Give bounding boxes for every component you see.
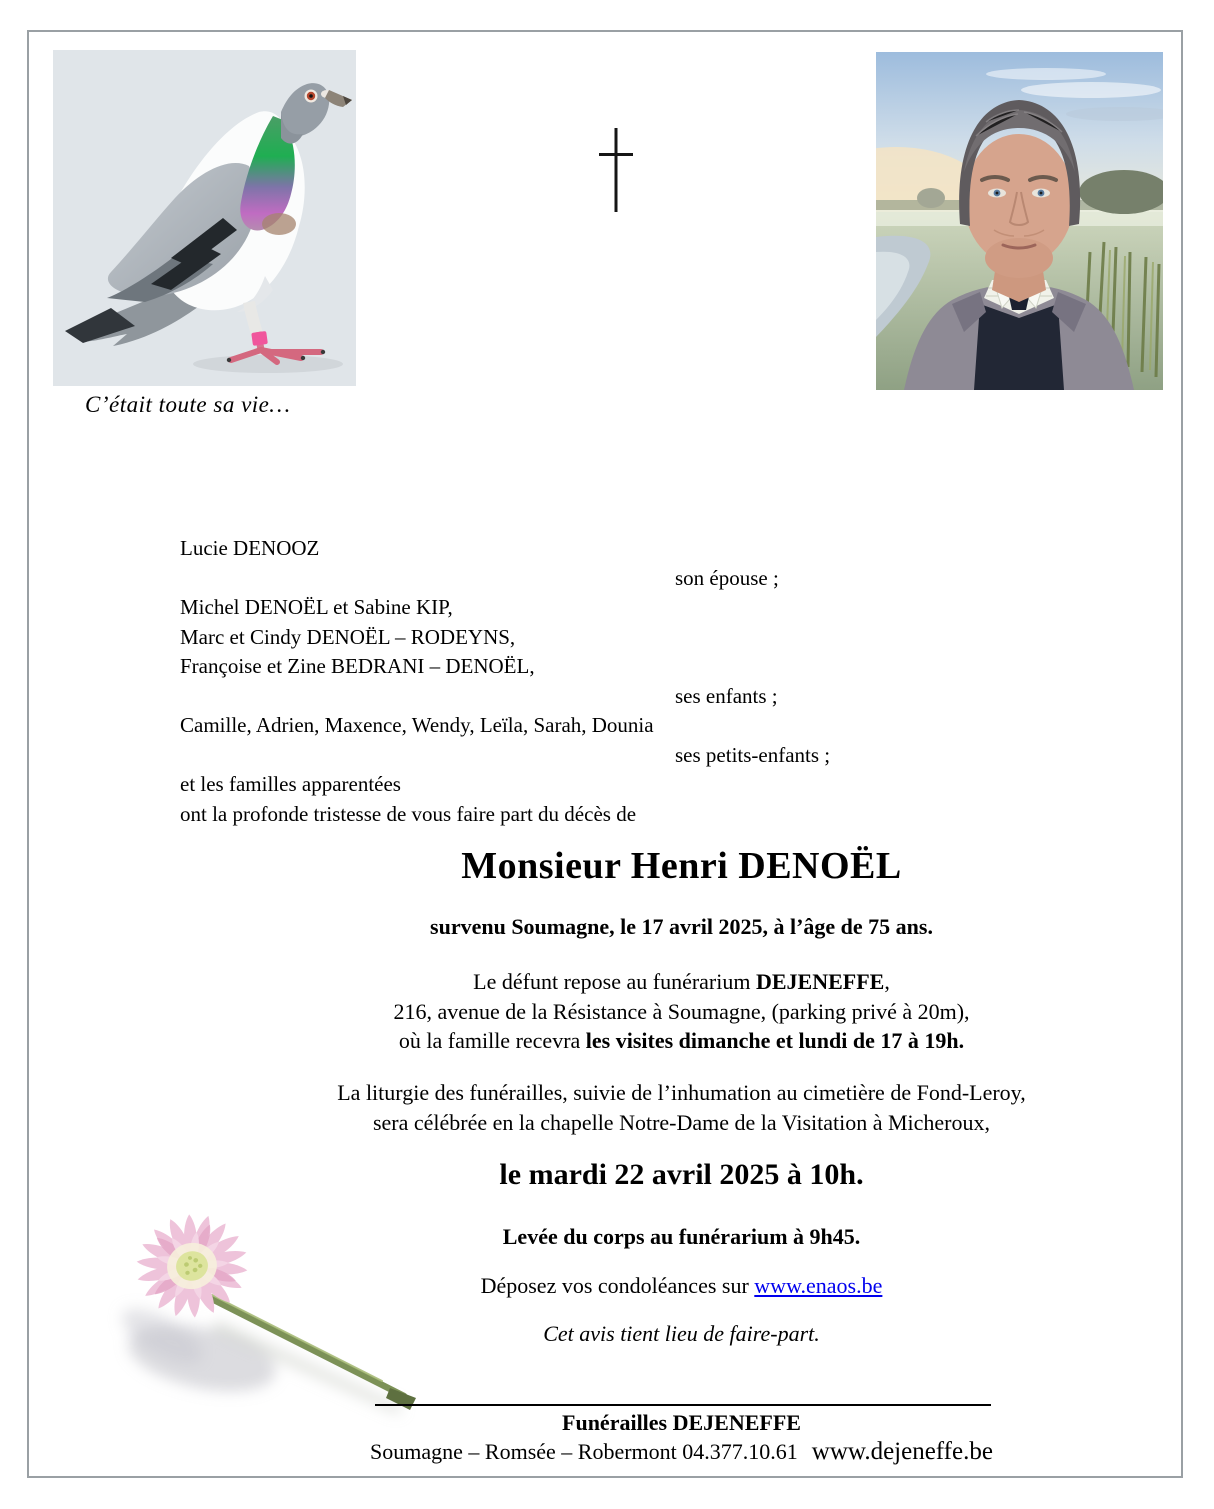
portrait-jaw — [985, 238, 1053, 278]
flower-shadow — [114, 1298, 402, 1414]
wake-address: 216, avenue de la Résistance à Soumagne, (parking privé à 20m), — [393, 998, 970, 1024]
related-families: et les familles apparentées — [180, 772, 401, 796]
pigeon-claw-3 — [321, 350, 325, 354]
pigeon-claw-2 — [301, 356, 305, 360]
wake-line-1 — [180, 967, 1183, 997]
visit-hours: les visites dimanche et lundi de 17 à 19h. — [585, 1028, 965, 1053]
footer-locations-phone: Soumagne – Romsée – Robermont 04.377.10.61 — [370, 1439, 798, 1464]
pigeon-claw-1 — [227, 358, 231, 362]
family-announcement-block — [180, 534, 1183, 829]
wake-line-3 — [180, 1026, 1183, 1056]
pigeon-leg-band — [251, 331, 268, 346]
portrait-cloud-1 — [1021, 82, 1161, 98]
deceased-name: Monsieur Henri DENOËL — [461, 845, 902, 887]
levee-line: Levée du corps au funérarium à 9h45. — [502, 1224, 861, 1249]
footer-divider — [375, 1404, 991, 1406]
announcement-sentence: ont la profonde tristesse de vous faire part du décès de — [180, 801, 637, 826]
footer-website: www.dejeneffe.be — [811, 1438, 993, 1465]
portrait-pupil-left — [996, 192, 999, 195]
pigeon-photo — [53, 50, 356, 386]
enaos-link[interactable]: www.enaos.be — [754, 1273, 883, 1298]
grandchildren-names: Camille, Adrien, Maxence, Wendy, Leïla, Sarah, Dounia — [180, 713, 654, 737]
child-line: Marc et Cindy DENOËL – RODEYNS, — [180, 624, 516, 649]
footer-company-name: Funérailles DEJENEFFE — [562, 1410, 801, 1435]
wake-block — [180, 967, 1183, 1056]
death-notice: survenu Soumagne, le 17 avril 2025, à l’âge de 75 ans. — [430, 914, 933, 939]
ceremony-date: le mardi 22 avril 2025 à 10h. — [499, 1158, 864, 1191]
children-role: ses enfants ; — [675, 683, 778, 708]
portrait-cloud-3 — [986, 68, 1106, 80]
grandchildren-role: ses petits-enfants ; — [675, 742, 831, 767]
spouse-role: son épouse ; — [675, 565, 779, 590]
spouse-name: Lucie DENOOZ — [180, 536, 320, 560]
pigeon-illustration — [53, 50, 356, 386]
portrait-pupil-right — [1040, 192, 1043, 195]
condolences-text: Déposez vos condoléances sur — [480, 1273, 755, 1298]
cross-icon — [598, 126, 634, 214]
portrait-trees-left — [917, 188, 945, 208]
liturgy-line-2: sera célébrée en la chapelle Notre-Dame de la Visitation à Micheroux, — [372, 1109, 991, 1135]
child-line: Michel DENOËL et Sabine KIP, — [180, 595, 453, 619]
child-line: Françoise et Zine BEDRANI – DENOËL, — [180, 654, 535, 678]
liturgy-line-1: La liturgie des funérailles, suivie de l’inhumation au cimetière de Fond-Leroy, — [337, 1080, 1026, 1105]
liturgy-block — [180, 1078, 1183, 1137]
footer-info-line — [180, 1438, 1183, 1466]
pigeon-caption: C’était toute sa vie… — [85, 392, 291, 417]
pigeon-pupil — [309, 94, 313, 98]
faire-part-notice: Cet avis tient lieu de faire-part. — [543, 1321, 820, 1346]
portrait-photo — [876, 52, 1163, 390]
pigeon-chest-patch — [262, 213, 296, 235]
wake-line-1-text: Le défunt repose au funérarium — [473, 969, 756, 994]
wake-line-3-text: où la famille recevra — [398, 1028, 586, 1053]
portrait-illustration — [876, 52, 1163, 390]
funeral-home-name: DEJENEFFE — [755, 969, 885, 994]
wake-line-1-comma: , — [884, 969, 890, 994]
